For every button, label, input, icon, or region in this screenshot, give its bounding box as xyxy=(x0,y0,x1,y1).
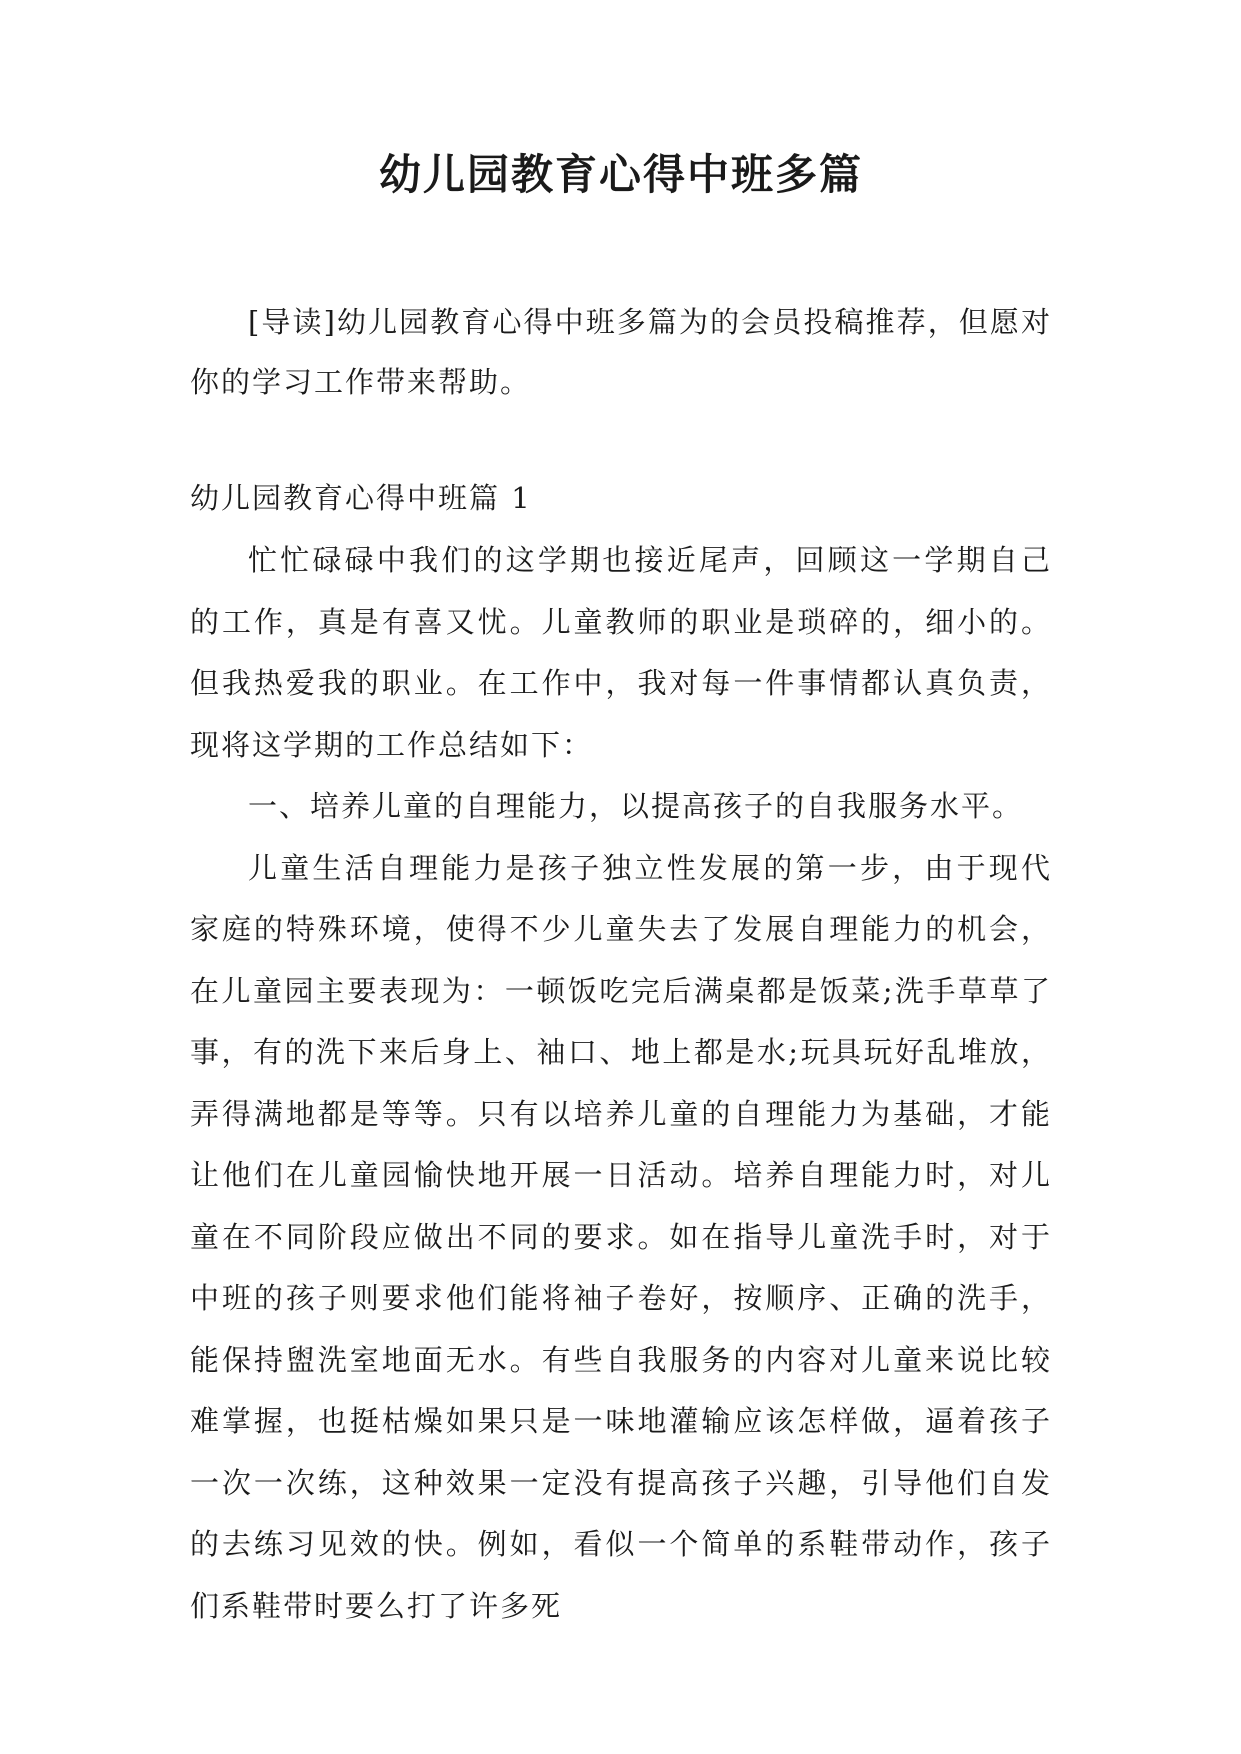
document-title: 幼儿园教育心得中班多篇 xyxy=(378,150,863,199)
intro-paragraph: [导读]幼儿园教育心得中班多篇为的会员投稿推荐，但愿对你的学习工作带来帮助。 xyxy=(190,305,1052,399)
document-page xyxy=(190,0,1052,1754)
paragraph-2: 一、培养儿童的自理能力，以提高孩子的自我服务水平。 xyxy=(248,789,1024,823)
section-heading: 幼儿园教育心得中班篇 1 xyxy=(190,481,532,515)
paragraph-3: 儿童生活自理能力是孩子独立性发展的第一步，由于现代家庭的特殊环境，使得不少儿童失去了发展自理能力的机会，在儿童园主要表现为：一顿饭吃完后满桌都是饭菜;洗手草草了事，有的洗下来后身上、袖口、地上都是水;玩具玩好乱堆放，弄得满地都是等等。只有以培养儿童的自理能力为基础，才能让他们在儿童园愉快地开展一日活动。培养自理能力时，对儿童在不同阶段应做出不同的要求。如在指导儿童洗手时，对于中班的孩子则要求他们能将袖子卷好，按顺序、正确的洗手，能保持盥洗室地面无水。有些自我服务的内容对儿童来说比较难掌握，也挺枯燥如果只是一味地灌输应该怎样做，逼着孩子一次一次练，这种效果一定没有提高孩子兴趣，引导他们自发的去练习见效的快。例如，看似一个简单的系鞋带动作，孩子们系鞋带时要么打了许多死 xyxy=(190,850,1052,1623)
paragraph-1: 忙忙碌碌中我们的这学期也接近尾声，回顾这一学期自己的工作，真是有喜又忧。儿童教师的职业是琐碎的，细小的。但我热爱我的职业。在工作中，我对每一件事情都认真负责，现将这学期的工作总结如下： xyxy=(190,543,1052,762)
body-text xyxy=(190,530,1052,1637)
